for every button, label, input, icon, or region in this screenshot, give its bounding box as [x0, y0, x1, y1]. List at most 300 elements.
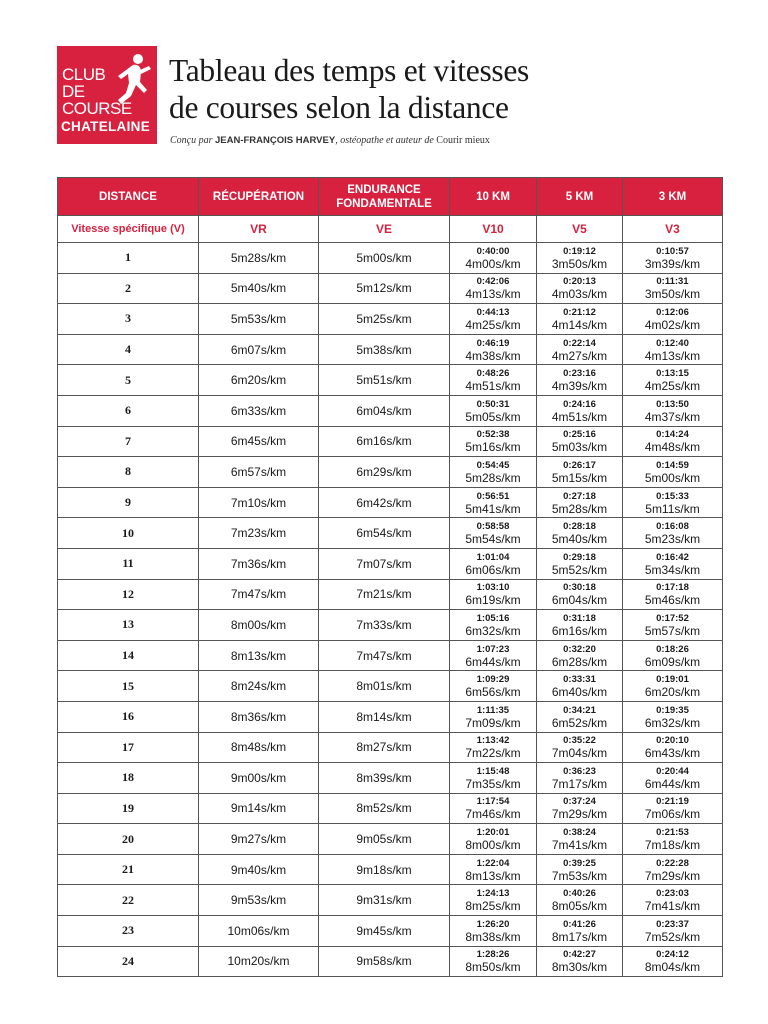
- race-time: 0:13:50: [656, 398, 689, 410]
- endurance-pace-cell: 7m47s/km: [319, 640, 450, 671]
- race-pace: 6m16s/km: [551, 623, 608, 638]
- race-10km-cell: [450, 854, 537, 885]
- race-pace: 5m16s/km: [465, 440, 521, 455]
- race-time: 0:24:12: [656, 949, 689, 961]
- race-time: 0:41:26: [563, 918, 596, 930]
- race-pace: 6m32s/km: [465, 623, 521, 638]
- distance-cell: 22: [58, 885, 199, 916]
- race-pace: 7m41s/km: [644, 899, 701, 914]
- table-row: [58, 824, 723, 855]
- race-5km-cell: [537, 243, 623, 274]
- recuperation-pace-cell: 7m36s/km: [199, 548, 319, 579]
- table-row: [58, 579, 723, 610]
- race-10km-cell: [450, 793, 537, 824]
- race-5km-cell: [537, 610, 623, 641]
- race-time: 1:11:35: [476, 704, 510, 716]
- race-10km-cell: [450, 916, 537, 947]
- race-pace: 6m09s/km: [644, 654, 701, 669]
- endurance-pace-cell: 6m42s/km: [319, 487, 450, 518]
- race-time: 0:48:26: [476, 368, 510, 380]
- race-time: 0:31:18: [563, 612, 596, 624]
- table-row: [58, 640, 723, 671]
- table-row: [58, 548, 723, 579]
- race-10km-cell: [450, 946, 537, 977]
- race-time: 0:11:31: [656, 276, 689, 288]
- header-recuperation: RÉCUPÉRATION: [199, 178, 319, 216]
- table-row: [58, 457, 723, 488]
- distance-cell: 17: [58, 732, 199, 763]
- race-pace: 6m04s/km: [551, 593, 608, 608]
- table-row: [58, 793, 723, 824]
- race-5km-cell: [537, 824, 623, 855]
- recuperation-pace-cell: 6m57s/km: [199, 457, 319, 488]
- race-3km-cell: [623, 395, 723, 426]
- race-time: 0:22:14: [563, 337, 596, 349]
- endurance-pace-cell: 8m14s/km: [319, 701, 450, 732]
- recuperation-pace-cell: 5m28s/km: [199, 243, 319, 274]
- endurance-pace-cell: 5m12s/km: [319, 273, 450, 304]
- race-5km-cell: [537, 426, 623, 457]
- race-3km-cell: [623, 610, 723, 641]
- race-5km-cell: [537, 273, 623, 304]
- table-row: [58, 334, 723, 365]
- race-pace: 6m44s/km: [465, 654, 521, 669]
- race-pace: 4m37s/km: [644, 409, 701, 424]
- race-pace: 4m48s/km: [644, 440, 701, 455]
- table-row: [58, 946, 723, 977]
- race-10km-cell: [450, 610, 537, 641]
- race-3km-cell: [623, 640, 723, 671]
- race-time: 0:35:22: [563, 735, 596, 747]
- race-time: 0:25:16: [563, 429, 596, 441]
- club-logo: [57, 46, 157, 144]
- race-pace: 6m52s/km: [551, 715, 608, 730]
- recuperation-pace-cell: 5m40s/km: [199, 273, 319, 304]
- race-time: 0:40:00: [476, 245, 510, 257]
- distance-cell: 10: [58, 518, 199, 549]
- race-10km-cell: [450, 365, 537, 396]
- race-pace: 6m56s/km: [465, 685, 521, 700]
- race-pace: 5m00s/km: [644, 470, 701, 485]
- race-pace: 5m28s/km: [551, 501, 608, 516]
- race-pace: 7m41s/km: [551, 838, 608, 853]
- table-row: [58, 763, 723, 794]
- race-10km-cell: [450, 518, 537, 549]
- race-time: 0:33:31: [563, 674, 596, 686]
- table-row: [58, 854, 723, 885]
- distance-cell: 24: [58, 946, 199, 977]
- race-time: 0:26:17: [563, 459, 596, 471]
- race-pace: 5m28s/km: [465, 470, 521, 485]
- race-pace: 8m50s/km: [465, 960, 521, 975]
- distance-cell: 18: [58, 763, 199, 794]
- race-pace: 4m51s/km: [465, 379, 521, 394]
- race-5km-cell: [537, 518, 623, 549]
- race-time: 1:22:04: [476, 857, 510, 869]
- race-time: 0:20:44: [656, 765, 689, 777]
- race-3km-cell: [623, 334, 723, 365]
- race-time: 0:28:18: [563, 521, 596, 533]
- race-pace: 4m38s/km: [465, 348, 521, 363]
- page-title: [169, 52, 529, 126]
- recuperation-pace-cell: 8m00s/km: [199, 610, 319, 641]
- distance-cell: 9: [58, 487, 199, 518]
- race-3km-cell: [623, 304, 723, 335]
- spec-v10: V10: [450, 216, 537, 243]
- race-time: 0:17:18: [656, 582, 689, 594]
- race-time: 1:20:01: [476, 827, 510, 839]
- race-3km-cell: [623, 671, 723, 702]
- race-time: 0:46:19: [476, 337, 510, 349]
- endurance-pace-cell: 6m29s/km: [319, 457, 450, 488]
- endurance-pace-cell: 5m00s/km: [319, 243, 450, 274]
- endurance-pace-cell: 8m01s/km: [319, 671, 450, 702]
- endurance-pace-cell: 9m31s/km: [319, 885, 450, 916]
- race-time: 0:30:18: [563, 582, 596, 594]
- race-time: 0:54:45: [476, 459, 510, 471]
- race-time: 0:40:26: [563, 888, 596, 900]
- spec-vr: VR: [199, 216, 319, 243]
- race-time: 0:19:01: [656, 674, 689, 686]
- race-pace: 6m44s/km: [644, 776, 701, 791]
- race-pace: 7m17s/km: [551, 776, 608, 791]
- endurance-pace-cell: 9m05s/km: [319, 824, 450, 855]
- race-3km-cell: [623, 457, 723, 488]
- credit-middle: , ostéopathe et auteur de: [335, 135, 437, 146]
- race-time: 1:24:13: [476, 888, 510, 900]
- race-3km-cell: [623, 579, 723, 610]
- race-pace: 8m04s/km: [644, 960, 701, 975]
- race-time: 1:15:48: [476, 765, 510, 777]
- recuperation-pace-cell: 5m53s/km: [199, 304, 319, 335]
- race-pace: 5m11s/km: [645, 501, 700, 516]
- endurance-pace-cell: 9m58s/km: [319, 946, 450, 977]
- recuperation-pace-cell: 6m33s/km: [199, 395, 319, 426]
- specific-speed-row: [58, 216, 723, 243]
- race-5km-cell: [537, 487, 623, 518]
- race-time: 0:29:18: [563, 551, 596, 563]
- race-5km-cell: [537, 548, 623, 579]
- race-3km-cell: [623, 548, 723, 579]
- header-endurance: ENDURANCE FONDAMENTALE: [319, 178, 450, 216]
- race-time: 0:42:06: [476, 276, 510, 288]
- race-time: 0:14:24: [656, 429, 689, 441]
- race-5km-cell: [537, 793, 623, 824]
- race-pace: 7m09s/km: [465, 715, 521, 730]
- race-10km-cell: [450, 885, 537, 916]
- logo-line-course: COURSE: [62, 99, 132, 118]
- endurance-pace-cell: 8m27s/km: [319, 732, 450, 763]
- race-10km-cell: [450, 273, 537, 304]
- endurance-pace-cell: 6m54s/km: [319, 518, 450, 549]
- race-10km-cell: [450, 640, 537, 671]
- endurance-pace-cell: 5m38s/km: [319, 334, 450, 365]
- race-time: 0:16:42: [656, 551, 689, 563]
- spec-v5: V5: [537, 216, 623, 243]
- endurance-pace-cell: 6m16s/km: [319, 426, 450, 457]
- race-pace: 4m00s/km: [465, 256, 521, 271]
- race-pace: 5m15s/km: [551, 470, 608, 485]
- race-5km-cell: [537, 885, 623, 916]
- endurance-pace-cell: 8m39s/km: [319, 763, 450, 794]
- race-time: 0:42:27: [563, 949, 596, 961]
- race-5km-cell: [537, 763, 623, 794]
- race-pace: 8m00s/km: [465, 838, 521, 853]
- race-10km-cell: [450, 304, 537, 335]
- recuperation-pace-cell: 10m06s/km: [199, 916, 319, 947]
- endurance-pace-cell: 5m25s/km: [319, 304, 450, 335]
- race-10km-cell: [450, 732, 537, 763]
- recuperation-pace-cell: 10m20s/km: [199, 946, 319, 977]
- race-5km-cell: [537, 701, 623, 732]
- endurance-pace-cell: 5m51s/km: [319, 365, 450, 396]
- race-5km-cell: [537, 671, 623, 702]
- race-pace: 5m54s/km: [465, 532, 521, 547]
- race-10km-cell: [450, 457, 537, 488]
- race-pace: 6m20s/km: [644, 685, 701, 700]
- race-pace: 8m17s/km: [551, 929, 608, 944]
- table-row: [58, 518, 723, 549]
- race-3km-cell: [623, 946, 723, 977]
- recuperation-pace-cell: 9m27s/km: [199, 824, 319, 855]
- recuperation-pace-cell: 9m40s/km: [199, 854, 319, 885]
- endurance-pace-cell: 9m45s/km: [319, 916, 450, 947]
- race-pace: 5m03s/km: [551, 440, 608, 455]
- recuperation-pace-cell: 7m47s/km: [199, 579, 319, 610]
- recuperation-pace-cell: 8m36s/km: [199, 701, 319, 732]
- table-row: [58, 273, 723, 304]
- distance-cell: 2: [58, 273, 199, 304]
- distance-cell: 13: [58, 610, 199, 641]
- race-pace: 8m25s/km: [465, 899, 521, 914]
- pace-table: [57, 177, 723, 977]
- table-row: [58, 487, 723, 518]
- race-5km-cell: [537, 916, 623, 947]
- race-pace: 5m23s/km: [644, 532, 701, 547]
- race-5km-cell: [537, 457, 623, 488]
- race-time: 0:23:16: [563, 368, 596, 380]
- race-3km-cell: [623, 793, 723, 824]
- race-time: 0:22:28: [656, 857, 689, 869]
- race-pace: 3m50s/km: [644, 287, 701, 302]
- distance-cell: 3: [58, 304, 199, 335]
- race-pace: 5m52s/km: [551, 562, 608, 577]
- race-pace: 6m28s/km: [551, 654, 608, 669]
- header-3km: 3 KM: [623, 178, 723, 216]
- endurance-pace-cell: 7m07s/km: [319, 548, 450, 579]
- race-pace: 4m14s/km: [551, 317, 608, 332]
- table-row: [58, 365, 723, 396]
- table-row: [58, 426, 723, 457]
- race-time: 0:13:15: [656, 368, 689, 380]
- race-pace: 4m02s/km: [644, 317, 701, 332]
- race-pace: 5m41s/km: [465, 501, 521, 516]
- endurance-pace-cell: 7m33s/km: [319, 610, 450, 641]
- race-10km-cell: [450, 579, 537, 610]
- logo-line-chatelaine: CHATELAINE: [61, 119, 150, 134]
- race-time: 0:50:31: [476, 398, 510, 410]
- race-pace: 5m34s/km: [644, 562, 701, 577]
- race-time: 0:12:40: [656, 337, 689, 349]
- race-time: 1:28:26: [476, 949, 510, 961]
- race-5km-cell: [537, 304, 623, 335]
- credit-prefix: Conçu par: [170, 135, 215, 146]
- race-10km-cell: [450, 426, 537, 457]
- spec-label: Vitesse spécifique (V): [58, 216, 199, 243]
- race-time: 0:58:58: [476, 521, 510, 533]
- race-time: 1:01:04: [476, 551, 510, 563]
- recuperation-pace-cell: 6m20s/km: [199, 365, 319, 396]
- race-pace: 5m05s/km: [465, 409, 521, 424]
- race-3km-cell: [623, 365, 723, 396]
- race-pace: 6m06s/km: [465, 562, 521, 577]
- race-10km-cell: [450, 548, 537, 579]
- race-time: 0:21:12: [563, 306, 596, 318]
- distance-cell: 16: [58, 701, 199, 732]
- title-line-1: Tableau des temps et vitesses: [169, 53, 529, 88]
- race-3km-cell: [623, 824, 723, 855]
- distance-cell: 12: [58, 579, 199, 610]
- table-header-row: [58, 178, 723, 216]
- race-pace: 4m13s/km: [465, 287, 521, 302]
- race-pace: 7m04s/km: [551, 746, 608, 761]
- race-5km-cell: [537, 854, 623, 885]
- table-row: [58, 732, 723, 763]
- distance-cell: 4: [58, 334, 199, 365]
- race-time: 0:23:03: [656, 888, 689, 900]
- race-time: 0:37:24: [563, 796, 596, 808]
- race-pace: 4m51s/km: [551, 409, 608, 424]
- race-10km-cell: [450, 334, 537, 365]
- race-time: 0:12:06: [656, 306, 689, 318]
- table-row: [58, 304, 723, 335]
- race-time: 0:18:26: [656, 643, 689, 655]
- race-time: 0:34:21: [563, 704, 596, 716]
- race-time: 0:27:18: [563, 490, 596, 502]
- table-row: [58, 916, 723, 947]
- race-5km-cell: [537, 640, 623, 671]
- endurance-pace-cell: 9m18s/km: [319, 854, 450, 885]
- race-pace: 4m13s/km: [644, 348, 701, 363]
- distance-cell: 1: [58, 243, 199, 274]
- endurance-pace-cell: 8m52s/km: [319, 793, 450, 824]
- recuperation-pace-cell: 7m10s/km: [199, 487, 319, 518]
- race-pace: 6m40s/km: [551, 685, 608, 700]
- spec-v3: V3: [623, 216, 723, 243]
- recuperation-pace-cell: 8m13s/km: [199, 640, 319, 671]
- credit-author: JEAN-FRANÇOIS HARVEY: [215, 135, 336, 146]
- race-3km-cell: [623, 854, 723, 885]
- recuperation-pace-cell: 8m24s/km: [199, 671, 319, 702]
- race-5km-cell: [537, 365, 623, 396]
- recuperation-pace-cell: 9m00s/km: [199, 763, 319, 794]
- recuperation-pace-cell: 6m07s/km: [199, 334, 319, 365]
- race-time: 0:38:24: [563, 827, 596, 839]
- race-time: 1:26:20: [476, 918, 510, 930]
- race-time: 0:19:12: [563, 245, 596, 257]
- recuperation-pace-cell: 8m48s/km: [199, 732, 319, 763]
- race-pace: 7m06s/km: [644, 807, 701, 822]
- distance-cell: 19: [58, 793, 199, 824]
- race-5km-cell: [537, 946, 623, 977]
- race-pace: 3m50s/km: [551, 256, 608, 271]
- race-time: 1:17:54: [476, 796, 510, 808]
- credit-line: [170, 135, 490, 146]
- race-pace: 7m35s/km: [465, 776, 521, 791]
- race-pace: 7m52s/km: [644, 929, 701, 944]
- race-10km-cell: [450, 763, 537, 794]
- race-pace: 7m29s/km: [644, 868, 701, 883]
- race-pace: 6m19s/km: [465, 593, 521, 608]
- header-distance: DISTANCE: [58, 178, 199, 216]
- distance-cell: 23: [58, 916, 199, 947]
- table-row: [58, 885, 723, 916]
- race-pace: 5m40s/km: [551, 532, 608, 547]
- distance-cell: 20: [58, 824, 199, 855]
- race-time: 0:39:25: [563, 857, 596, 869]
- race-3km-cell: [623, 885, 723, 916]
- distance-cell: 11: [58, 548, 199, 579]
- table-row: [58, 701, 723, 732]
- race-10km-cell: [450, 487, 537, 518]
- race-pace: 4m25s/km: [644, 379, 701, 394]
- race-pace: 7m22s/km: [465, 746, 521, 761]
- recuperation-pace-cell: 9m14s/km: [199, 793, 319, 824]
- title-line-2: de courses selon la distance: [169, 90, 509, 125]
- race-pace: 4m03s/km: [551, 287, 608, 302]
- race-time: 0:15:33: [656, 490, 689, 502]
- race-pace: 8m30s/km: [551, 960, 608, 975]
- race-time: 0:19:35: [656, 704, 689, 716]
- distance-cell: 21: [58, 854, 199, 885]
- distance-cell: 5: [58, 365, 199, 396]
- race-10km-cell: [450, 701, 537, 732]
- race-time: 1:09:29: [476, 674, 510, 686]
- race-5km-cell: [537, 732, 623, 763]
- race-5km-cell: [537, 334, 623, 365]
- distance-cell: 8: [58, 457, 199, 488]
- race-pace: 4m25s/km: [465, 317, 521, 332]
- race-3km-cell: [623, 273, 723, 304]
- distance-cell: 6: [58, 395, 199, 426]
- race-3km-cell: [623, 732, 723, 763]
- race-time: 0:24:16: [563, 398, 596, 410]
- distance-cell: 15: [58, 671, 199, 702]
- race-time: 0:56:51: [476, 490, 510, 502]
- race-time: 0:14:59: [656, 459, 689, 471]
- race-time: 0:20:13: [563, 276, 596, 288]
- race-time: 0:36:23: [563, 765, 596, 777]
- spec-ve: VE: [319, 216, 450, 243]
- race-10km-cell: [450, 395, 537, 426]
- race-pace: 7m18s/km: [644, 838, 701, 853]
- race-time: 0:10:57: [656, 245, 689, 257]
- race-pace: 7m53s/km: [551, 868, 608, 883]
- race-time: 1:03:10: [476, 582, 510, 594]
- race-5km-cell: [537, 579, 623, 610]
- race-3km-cell: [623, 487, 723, 518]
- race-time: 1:07:23: [476, 643, 510, 655]
- credit-book: Courir mieux: [436, 135, 490, 146]
- recuperation-pace-cell: 9m53s/km: [199, 885, 319, 916]
- race-pace: 8m05s/km: [551, 899, 608, 914]
- endurance-pace-cell: 6m04s/km: [319, 395, 450, 426]
- race-time: 0:32:20: [563, 643, 596, 655]
- table-row: [58, 610, 723, 641]
- race-time: 0:44:13: [476, 306, 510, 318]
- table-row: [58, 243, 723, 274]
- race-3km-cell: [623, 518, 723, 549]
